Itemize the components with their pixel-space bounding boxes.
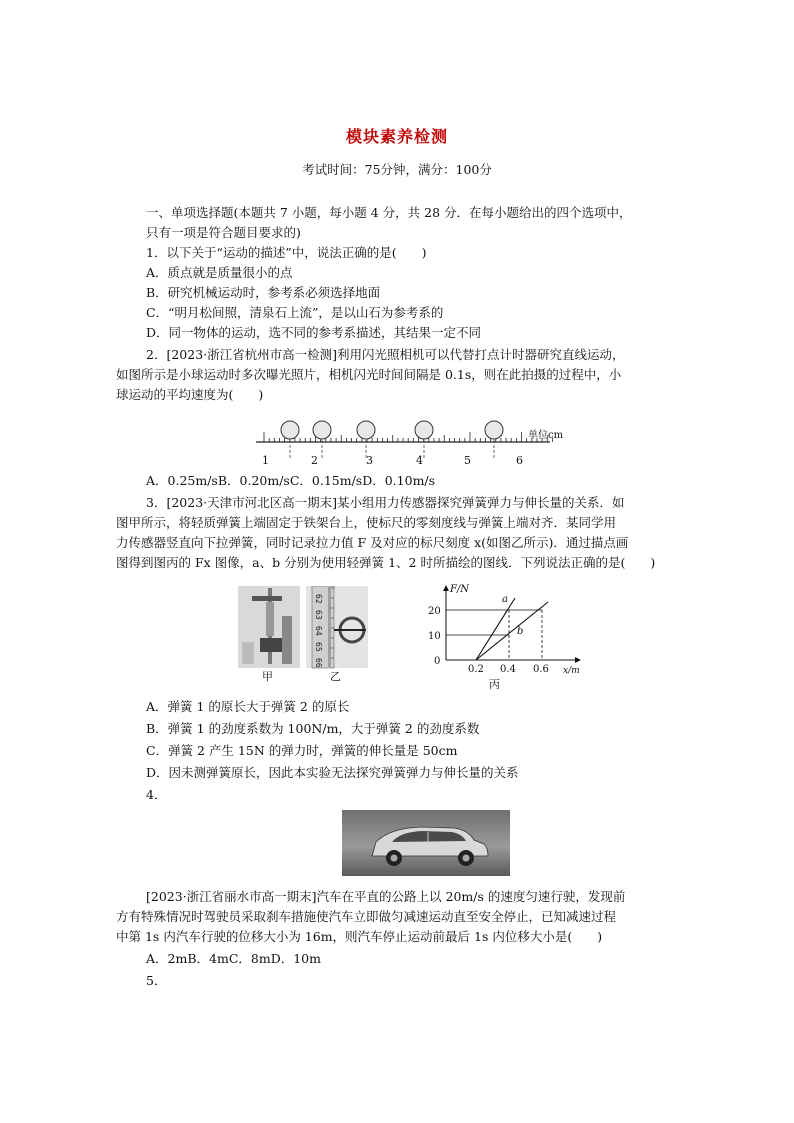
scale-tick-62: 62 (314, 594, 323, 604)
graph-y-tick-10: 10 (428, 631, 441, 642)
graph-x-tick-04: 0.4 (500, 664, 516, 675)
graph-y-label: F/N (450, 584, 470, 595)
ruler-unit: 单位cm (528, 430, 564, 441)
q3-stem-line3: 力传感器竖直向下拉弹簧，同时记录拉力值 F 及对应的标尺刻度 x(如图乙所示)．通过描点画 (116, 535, 629, 550)
q3-stem-line4: 图得到图丙的 Fx 图像，a、b 分别为使用轻弹簧 1、2 时所描绘的图线．下列说法正确的是( ) (116, 555, 656, 570)
flash-ball (357, 421, 375, 439)
flash-photo-ruler-figure (250, 414, 580, 474)
flash-ball (415, 421, 433, 439)
q4-options: A．2mB．4mC．8mD．10m (146, 951, 321, 966)
exam-info: 考试时间：75分钟，满分：100分 (302, 162, 492, 177)
ruler-label-6: 6 (516, 454, 523, 467)
graph-line-b-label: b (517, 626, 524, 637)
ruler-label-2: 2 (311, 454, 318, 467)
ruler-label-4: 4 (416, 454, 423, 467)
photo-yi-scale (306, 586, 368, 682)
q3-option-d: D．因未测弹簧原长，因此本实验无法探究弹簧弹力与伸长量的关系 (146, 765, 519, 780)
ruler-label-1: 1 (262, 454, 269, 467)
scale-tick-63: 63 (314, 610, 323, 620)
q1-option-d: D．同一物体的运动，选不同的参考系描述，其结果一定不同 (146, 325, 482, 340)
q4-stem-line3: 中第 1s 内汽车行驶的位移大小为 16m，则汽车停止运动前最后 1s 内位移大小是( ) (116, 929, 603, 944)
q4-stem-line1: [2023·浙江省丽水市高一期末]汽车在平直的公路上以 20m/s 的速度匀速行驶，发现前 (146, 889, 626, 904)
q2-stem-line3: 球运动的平均速度为( ) (116, 387, 264, 402)
graph-y-tick-20: 20 (428, 606, 441, 617)
q3-stem-line1: 3．[2023·天津市河北区高一期末]某小组用力传感器探究弹簧弹力与伸长量的关系．如 (146, 495, 625, 510)
q3-option-c: C．弹簧 2 产生 15N 的弹力时，弹簧的伸长量是 50cm (146, 743, 458, 758)
graph-x-tick-06: 0.6 (533, 664, 549, 675)
page-title: 模块素养检测 (345, 127, 448, 146)
graph-bing (420, 580, 590, 692)
fig-label-yi: 乙 (330, 670, 341, 682)
q1-stem: 1．以下关于“运动的描述”中，说法正确的是( ) (146, 245, 427, 260)
ruler-label-3: 3 (366, 454, 373, 467)
q3-option-b: B．弹簧 1 的劲度系数为 100N/m，大于弹簧 2 的劲度系数 (146, 721, 480, 736)
car-photo (342, 810, 510, 876)
q4-number: 4． (146, 787, 167, 802)
scale-tick-64: 64 (314, 626, 323, 636)
photo-jia (238, 586, 300, 682)
q4-stem-line2: 方有特殊情况时驾驶员采取刹车措施使汽车立即做匀减速运动直至安全停止，已知减速过程 (116, 909, 617, 924)
q1-option-a: A．质点就是质量很小的点 (146, 265, 293, 280)
section-heading-line1: 一、单项选择题(本题共 7 小题，每小题 4 分，共 28 分．在每小题给出的四个选项中， (146, 205, 632, 220)
q3-stem-line2: 图甲所示，将轻质弹簧上端固定于铁架台上，使标尺的零刻度线与弹簧上端对齐．某同学用 (116, 515, 617, 530)
flash-ball (485, 421, 503, 439)
q3-option-a: A．弹簧 1 的原长大于弹簧 2 的原长 (146, 699, 350, 714)
scale-tick-66: 66 (314, 658, 323, 668)
graph-x-label: x/m (563, 666, 580, 676)
graph-y-tick-0: 0 (434, 656, 441, 667)
ruler-label-5: 5 (464, 454, 471, 467)
q2-options: A．0.25m/sB．0.20m/sC．0.15m/sD．0.10m/s (146, 473, 436, 488)
q2-stem-line2: 如图所示是小球运动时多次曝光照片，相机闪光时间间隔是 0.1s，则在此拍摄的过程中，小 (116, 367, 622, 382)
q2-stem-line1: 2．[2023·浙江省杭州市高一检测]利用闪光照相机可以代替打点计时器研究直线运动， (146, 347, 625, 362)
fig-label-bing: 丙 (489, 678, 500, 691)
fig-label-jia: 甲 (262, 670, 273, 682)
q1-option-c: C．“明月松间照，清泉石上流”，是以山石为参考系的 (146, 305, 444, 320)
graph-line-a-label: a (502, 594, 508, 605)
section-heading-line2: 只有一项是符合题目要求的) (146, 225, 301, 240)
graph-x-tick-02: 0.2 (468, 664, 484, 675)
flash-ball (313, 421, 331, 439)
flash-ball (281, 421, 299, 439)
line-b (476, 602, 548, 660)
q1-option-b: B．研究机械运动时，参考系必须选择地面 (146, 285, 381, 300)
q5-number: 5． (146, 973, 167, 988)
scale-tick-65: 65 (314, 642, 323, 652)
